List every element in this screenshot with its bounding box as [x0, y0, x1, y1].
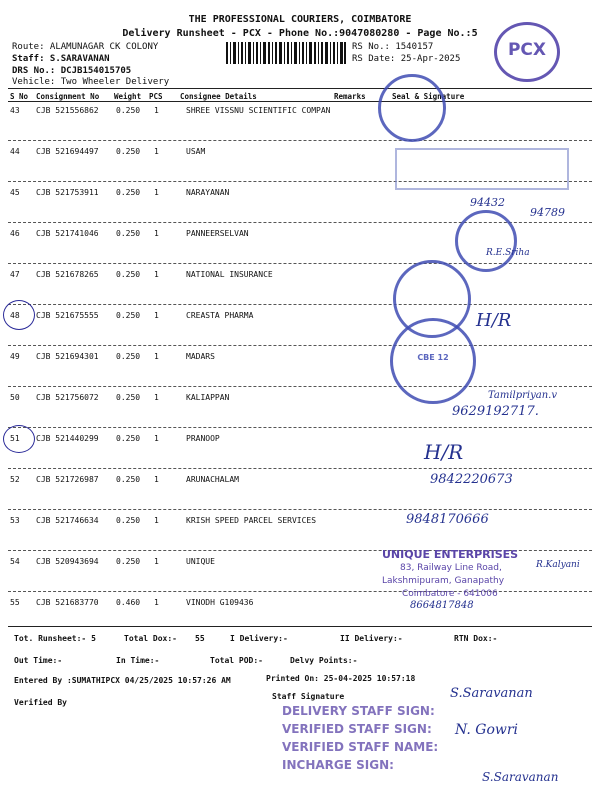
- handwritten-phone: 9629192717.: [452, 404, 539, 419]
- runsheet-subtitle: Delivery Runsheet - PCX - Phone No.:9047080280 - Page No.:5: [122, 28, 478, 39]
- row-consignee: ARUNACHALAM: [186, 475, 239, 484]
- table-row: [8, 512, 592, 552]
- row-weight: 0.250: [116, 270, 141, 279]
- staff-signature-label: Staff Signature: [272, 692, 345, 701]
- row-consignment-no: CJB 521556862: [36, 106, 99, 115]
- row-weight: 0.250: [116, 188, 141, 197]
- row-consignee: PRANOOP: [186, 434, 220, 443]
- row-weight: 0.250: [116, 311, 141, 320]
- row-weight: 0.250: [116, 352, 141, 361]
- handwritten-mark: H/R: [476, 310, 512, 331]
- row-pcs: 1: [154, 516, 159, 525]
- verified-by: Verified By: [14, 698, 67, 707]
- row-weight: 0.250: [116, 475, 141, 484]
- row-consignee: VINODH G109436: [186, 598, 254, 607]
- col-remarks: Remarks: [334, 92, 366, 101]
- company-rect-stamp: [395, 148, 569, 190]
- scientific-seal-stamp: [378, 74, 446, 142]
- row-sno: 49: [10, 352, 20, 361]
- handwritten-name: R.E.Sriha: [486, 248, 530, 258]
- table-row: [8, 594, 592, 634]
- delivery-staff-sign-label: DELIVERY STAFF SIGN:: [282, 704, 435, 718]
- row-sno: 53: [10, 516, 20, 525]
- row-sno: 47: [10, 270, 20, 279]
- unique-stamp-line: 83, Railway Line Road,: [400, 563, 502, 573]
- drs-number: DRS No.: DCJB154015705: [12, 66, 132, 76]
- col-sno: S No: [10, 92, 29, 101]
- row-divider: [8, 509, 592, 510]
- cbe-text: CBE 12: [417, 353, 449, 362]
- row-weight: 0.250: [116, 147, 141, 156]
- row-pcs: 1: [154, 188, 159, 197]
- row-pcs: 1: [154, 598, 159, 607]
- pcx-badge: [494, 22, 560, 82]
- row-consignment-no: CJB 521756072: [36, 393, 99, 402]
- total-dox-label: Total Dox:-: [124, 634, 177, 643]
- hand-circle-mark: [3, 425, 35, 453]
- verified-staff-sign-label: VERIFIED STAFF SIGN:: [282, 722, 432, 736]
- row-pcs: 1: [154, 147, 159, 156]
- handwritten-phone: 94432: [470, 196, 505, 209]
- handwritten-name: R.Kalyani: [536, 560, 580, 570]
- table-row: [8, 348, 592, 388]
- handwritten-phone: 8664817848: [410, 600, 474, 611]
- row-sno: 45: [10, 188, 20, 197]
- row-consignment-no: CJB 521741046: [36, 229, 99, 238]
- row-consignment-no: CJB 521675555: [36, 311, 99, 320]
- row-pcs: 1: [154, 393, 159, 402]
- row-consignment-no: CJB 521683770: [36, 598, 99, 607]
- row-consignment-no: CJB 521753911: [36, 188, 99, 197]
- row-divider: [8, 345, 592, 346]
- row-weight: 0.250: [116, 393, 141, 402]
- row-pcs: 1: [154, 311, 159, 320]
- row-divider: [8, 591, 592, 592]
- row-sno: 54: [10, 557, 20, 566]
- row-consignment-no: CJB 521694301: [36, 352, 99, 361]
- row-weight: 0.250: [116, 434, 141, 443]
- route-label: Route: ALAMUNAGAR CK COLONY: [12, 42, 159, 52]
- col-weight: Weight: [114, 92, 142, 101]
- row-consignment-no: CJB 520943694: [36, 557, 99, 566]
- row-divider: [8, 468, 592, 469]
- verified-staff-name-label: VERIFIED STAFF NAME:: [282, 740, 439, 754]
- row-consignee: NARAYANAN: [186, 188, 230, 197]
- total-dox-value: 55: [195, 634, 205, 643]
- pannerselvan-seal-stamp: [455, 210, 517, 272]
- rs-date: RS Date: 25-Apr-2025: [352, 54, 461, 64]
- row-divider: [8, 304, 592, 305]
- row-consignee: NATIONAL INSURANCE: [186, 270, 273, 279]
- table-row: [8, 102, 592, 142]
- row-pcs: 1: [154, 434, 159, 443]
- handwritten-phone: 94789: [530, 206, 565, 219]
- rs-number: RS No.: 1540157: [352, 42, 434, 52]
- unique-stamp-name: UNIQUE ENTERPRISES: [382, 548, 519, 561]
- row-sno: 43: [10, 106, 20, 115]
- rtn-dox: RTN Dox:-: [454, 634, 498, 643]
- row-sno: 51: [10, 434, 20, 443]
- handwritten-signature: S.Saravanan: [450, 686, 533, 701]
- unique-stamp-line: Lakshmipuram, Ganapathy: [382, 576, 505, 586]
- row-consignee: UNIQUE: [186, 557, 215, 566]
- out-time: Out Time:-: [14, 656, 63, 665]
- table-row: [8, 266, 592, 306]
- pcx-badge-text: PCX: [507, 40, 547, 60]
- row-consignee: CREASTA PHARMA: [186, 311, 254, 320]
- row-weight: 0.250: [116, 557, 141, 566]
- row-sno: 44: [10, 147, 20, 156]
- table-top-rule: [8, 88, 592, 89]
- row-sno: 55: [10, 598, 20, 607]
- handwritten-phone: 9842220673: [430, 472, 513, 487]
- row-pcs: 1: [154, 270, 159, 279]
- tot-runsheet: Tot. Runsheet:- 5: [14, 634, 96, 643]
- row-sno: 48: [10, 311, 20, 320]
- row-weight: 0.250: [116, 516, 141, 525]
- barcode-image: [226, 42, 346, 64]
- row-sno: 52: [10, 475, 20, 484]
- row-consignment-no: CJB 521726987: [36, 475, 99, 484]
- row-consignee: USAM: [186, 147, 206, 156]
- staff-label: Staff: S.SARAVANAN: [12, 54, 110, 64]
- row-divider: [8, 386, 592, 387]
- row-pcs: 1: [154, 557, 159, 566]
- handwritten-name: Tamilpriyan.v: [488, 390, 557, 401]
- table-row: [8, 430, 592, 470]
- total-pod: Total POD:-: [210, 656, 263, 665]
- col-pcs: PCS: [149, 92, 163, 101]
- row-pcs: 1: [154, 475, 159, 484]
- row-consignment-no: CJB 521440299: [36, 434, 99, 443]
- row-weight: 0.460: [116, 598, 141, 607]
- row-divider: [8, 427, 592, 428]
- row-weight: 0.250: [116, 106, 141, 115]
- row-consignee: KALIAPPAN: [186, 393, 230, 402]
- row-consignment-no: CJB 521694497: [36, 147, 99, 156]
- unique-stamp-line: Coimbatore - 641006: [402, 589, 498, 599]
- handwritten-phone: 9848170666: [406, 512, 489, 527]
- row-pcs: 1: [154, 352, 159, 361]
- i-delivery: I Delivery:-: [230, 634, 288, 643]
- col-consignment: Consignment No: [36, 92, 100, 101]
- handwritten-mark: H/R: [424, 440, 464, 464]
- row-pcs: 1: [154, 106, 159, 115]
- vehicle-label: Vehicle: Two Wheeler Delivery: [12, 77, 170, 87]
- table-bottom-rule: [8, 626, 592, 627]
- row-consignee: SHREE VISSNU SCIENTIFIC COMPAN: [186, 106, 331, 115]
- row-sno: 46: [10, 229, 20, 238]
- company-title: THE PROFESSIONAL COURIERS, COIMBATORE: [188, 14, 412, 25]
- row-consignee: PANNEERSELVAN: [186, 229, 249, 238]
- row-weight: 0.250: [116, 229, 141, 238]
- hand-circle-mark: [3, 300, 35, 330]
- row-consignee: MADARS: [186, 352, 215, 361]
- ii-delivery: II Delivery:-: [340, 634, 403, 643]
- row-divider: [8, 140, 592, 141]
- handwritten-signature: S.Saravanan: [482, 770, 559, 784]
- delvy-points: Delvy Points:-: [290, 656, 358, 665]
- in-time: In Time:-: [116, 656, 160, 665]
- col-consignee: Consignee Details: [180, 92, 257, 101]
- col-seal-signature: Seal & Signature: [392, 92, 465, 101]
- row-pcs: 1: [154, 229, 159, 238]
- row-sno: 50: [10, 393, 20, 402]
- row-consignment-no: CJB 521678265: [36, 270, 99, 279]
- handwritten-signature: N. Gowri: [455, 722, 519, 738]
- incharge-sign-label: INCHARGE SIGN:: [282, 758, 394, 772]
- row-consignment-no: CJB 521746634: [36, 516, 99, 525]
- madras-seal-stamp: [390, 318, 476, 404]
- printed-on: Printed On: 25-04-2025 10:57:18: [266, 674, 416, 683]
- row-consignee: KRISH SPEED PARCEL SERVICES: [186, 516, 317, 525]
- entered-by: Entered By :SUMATHIPCX 04/25/2025 10:57:26 AM: [14, 676, 231, 685]
